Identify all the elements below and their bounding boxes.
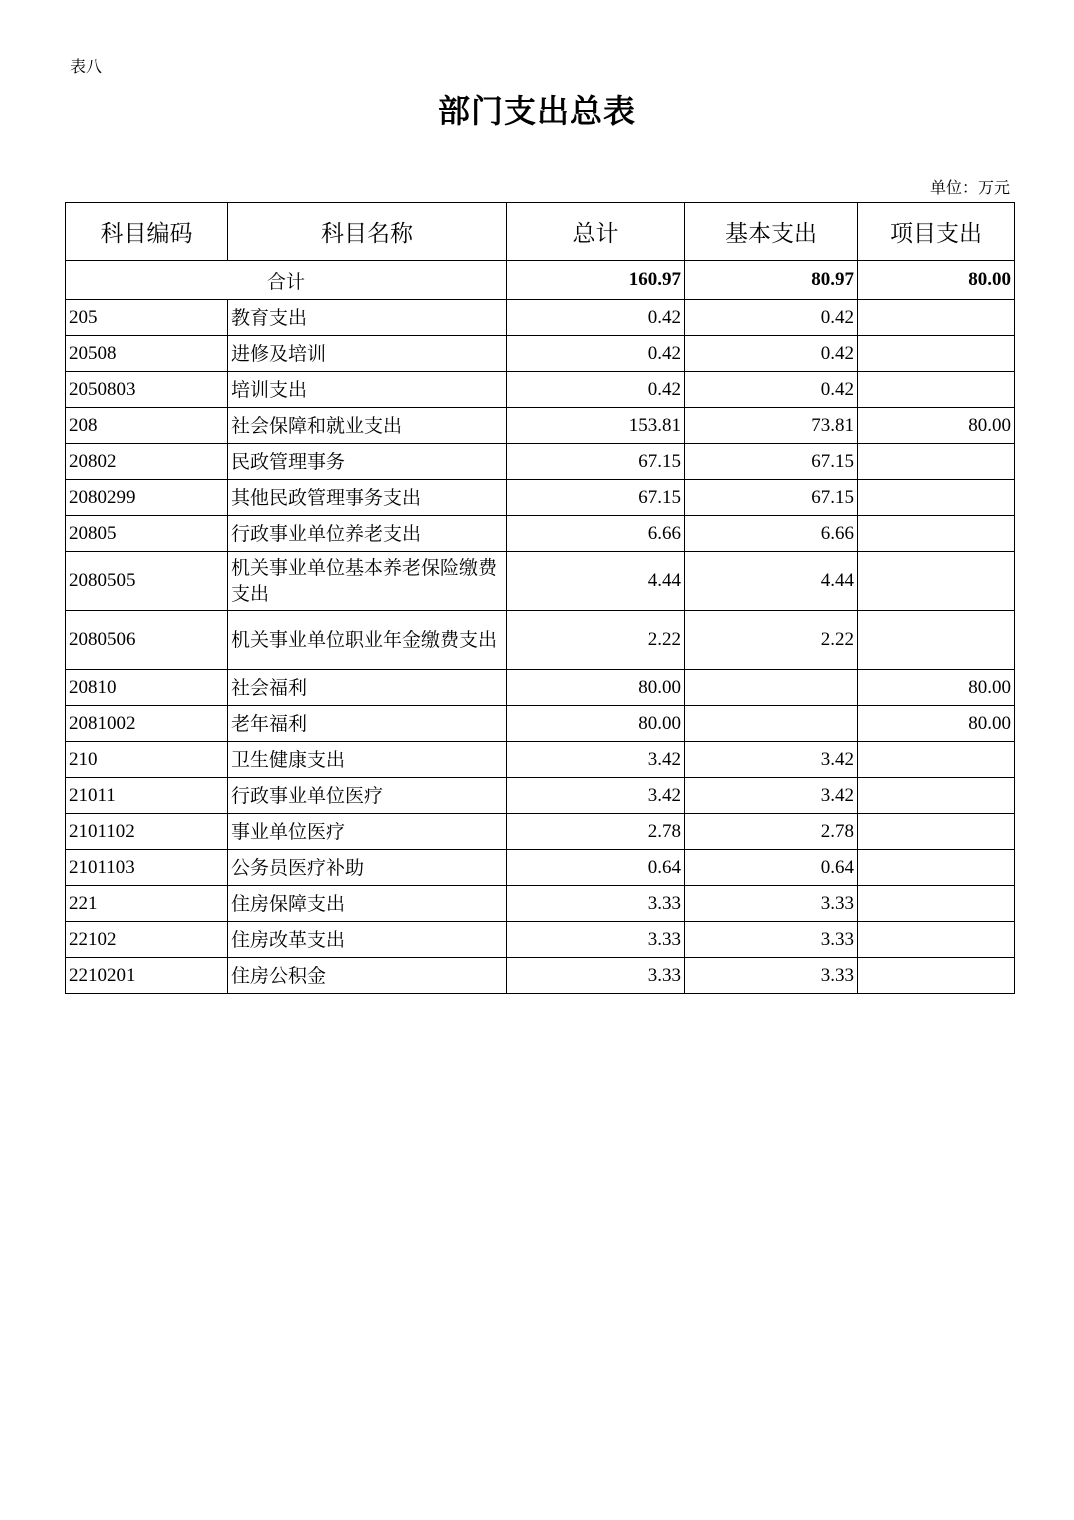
row-total: 0.42 — [507, 300, 685, 336]
row-project — [858, 372, 1015, 408]
table-row — [66, 670, 1015, 706]
table-row — [66, 516, 1015, 552]
row-basic: 4.44 — [685, 552, 858, 611]
table-row — [66, 336, 1015, 372]
row-name: 机关事业单位基本养老保险缴费支出 — [228, 552, 507, 611]
col-header-basic: 基本支出 — [685, 203, 858, 261]
row-code: 20810 — [66, 670, 228, 706]
row-code: 2101103 — [66, 850, 228, 886]
row-basic: 2.78 — [685, 814, 858, 850]
row-total: 3.33 — [507, 958, 685, 994]
row-total: 3.42 — [507, 742, 685, 778]
row-name: 社会保障和就业支出 — [228, 408, 507, 444]
table-row — [66, 958, 1015, 994]
row-basic: 0.42 — [685, 372, 858, 408]
row-basic: 67.15 — [685, 480, 858, 516]
row-code: 221 — [66, 886, 228, 922]
expenditure-table — [65, 202, 1015, 994]
row-project — [858, 480, 1015, 516]
row-basic — [685, 706, 858, 742]
row-project — [858, 850, 1015, 886]
row-total: 3.33 — [507, 922, 685, 958]
row-total: 3.33 — [507, 886, 685, 922]
total-basic: 80.97 — [685, 261, 858, 300]
row-name: 行政事业单位养老支出 — [228, 516, 507, 552]
row-basic: 73.81 — [685, 408, 858, 444]
table-row — [66, 480, 1015, 516]
row-total: 0.64 — [507, 850, 685, 886]
row-total: 0.42 — [507, 336, 685, 372]
col-header-code: 科目编码 — [66, 203, 228, 261]
row-name: 社会福利 — [228, 670, 507, 706]
row-code: 22102 — [66, 922, 228, 958]
row-total: 153.81 — [507, 408, 685, 444]
row-total: 80.00 — [507, 706, 685, 742]
row-code: 2080299 — [66, 480, 228, 516]
row-code: 2080506 — [66, 611, 228, 670]
table-row — [66, 300, 1015, 336]
row-project: 80.00 — [858, 670, 1015, 706]
row-name: 行政事业单位医疗 — [228, 778, 507, 814]
row-code: 2101102 — [66, 814, 228, 850]
table-row — [66, 814, 1015, 850]
row-project — [858, 742, 1015, 778]
total-row — [66, 261, 1015, 300]
row-total: 67.15 — [507, 444, 685, 480]
row-name: 老年福利 — [228, 706, 507, 742]
total-label: 合计 — [66, 261, 507, 300]
row-project — [858, 922, 1015, 958]
header-row — [66, 203, 1015, 261]
row-project — [858, 516, 1015, 552]
row-code: 208 — [66, 408, 228, 444]
row-total: 67.15 — [507, 480, 685, 516]
table-row — [66, 611, 1015, 670]
row-total: 80.00 — [507, 670, 685, 706]
row-basic: 0.42 — [685, 336, 858, 372]
row-project: 80.00 — [858, 408, 1015, 444]
table-row — [66, 742, 1015, 778]
row-basic: 3.33 — [685, 886, 858, 922]
row-name: 事业单位医疗 — [228, 814, 507, 850]
row-basic: 2.22 — [685, 611, 858, 670]
row-code: 210 — [66, 742, 228, 778]
row-code: 2081002 — [66, 706, 228, 742]
page-title: 部门支出总表 — [437, 92, 636, 130]
row-code: 2080505 — [66, 552, 228, 611]
table-row — [66, 372, 1015, 408]
row-total: 4.44 — [507, 552, 685, 611]
row-total: 2.22 — [507, 611, 685, 670]
row-total: 3.42 — [507, 778, 685, 814]
row-project — [858, 814, 1015, 850]
row-total: 0.42 — [507, 372, 685, 408]
row-name: 其他民政管理事务支出 — [228, 480, 507, 516]
row-project — [858, 552, 1015, 611]
table-row — [66, 444, 1015, 480]
row-basic — [685, 670, 858, 706]
col-header-project: 项目支出 — [858, 203, 1015, 261]
row-name: 公务员医疗补助 — [228, 850, 507, 886]
row-project: 80.00 — [858, 706, 1015, 742]
row-basic: 6.66 — [685, 516, 858, 552]
table-row — [66, 922, 1015, 958]
row-name: 教育支出 — [228, 300, 507, 336]
row-name: 进修及培训 — [228, 336, 507, 372]
row-code: 20508 — [66, 336, 228, 372]
row-project — [858, 886, 1015, 922]
table-row — [66, 850, 1015, 886]
col-header-name: 科目名称 — [228, 203, 507, 261]
row-project — [858, 300, 1015, 336]
row-project — [858, 958, 1015, 994]
table-row — [66, 886, 1015, 922]
total-project: 80.00 — [858, 261, 1015, 300]
row-project — [858, 778, 1015, 814]
total-sum: 160.97 — [507, 261, 685, 300]
row-basic: 3.33 — [685, 922, 858, 958]
row-name: 住房保障支出 — [228, 886, 507, 922]
row-basic: 3.33 — [685, 958, 858, 994]
row-name: 民政管理事务 — [228, 444, 507, 480]
table-row — [66, 552, 1015, 611]
row-basic: 0.42 — [685, 300, 858, 336]
row-name: 机关事业单位职业年金缴费支出 — [228, 611, 507, 670]
table-number: 表八 — [70, 57, 103, 76]
row-code: 20802 — [66, 444, 228, 480]
row-basic: 3.42 — [685, 778, 858, 814]
row-code: 2050803 — [66, 372, 228, 408]
row-total: 6.66 — [507, 516, 685, 552]
row-code: 20805 — [66, 516, 228, 552]
table-row — [66, 778, 1015, 814]
row-project — [858, 336, 1015, 372]
table-row — [66, 706, 1015, 742]
unit-label: 单位：万元 — [929, 178, 1010, 197]
row-project — [858, 611, 1015, 670]
row-name: 培训支出 — [228, 372, 507, 408]
row-name: 住房公积金 — [228, 958, 507, 994]
row-basic: 0.64 — [685, 850, 858, 886]
col-header-total: 总计 — [507, 203, 685, 261]
row-basic: 67.15 — [685, 444, 858, 480]
row-basic: 3.42 — [685, 742, 858, 778]
table-row — [66, 408, 1015, 444]
row-code: 2210201 — [66, 958, 228, 994]
row-code: 205 — [66, 300, 228, 336]
row-name: 卫生健康支出 — [228, 742, 507, 778]
row-total: 2.78 — [507, 814, 685, 850]
row-name: 住房改革支出 — [228, 922, 507, 958]
row-project — [858, 444, 1015, 480]
row-code: 21011 — [66, 778, 228, 814]
